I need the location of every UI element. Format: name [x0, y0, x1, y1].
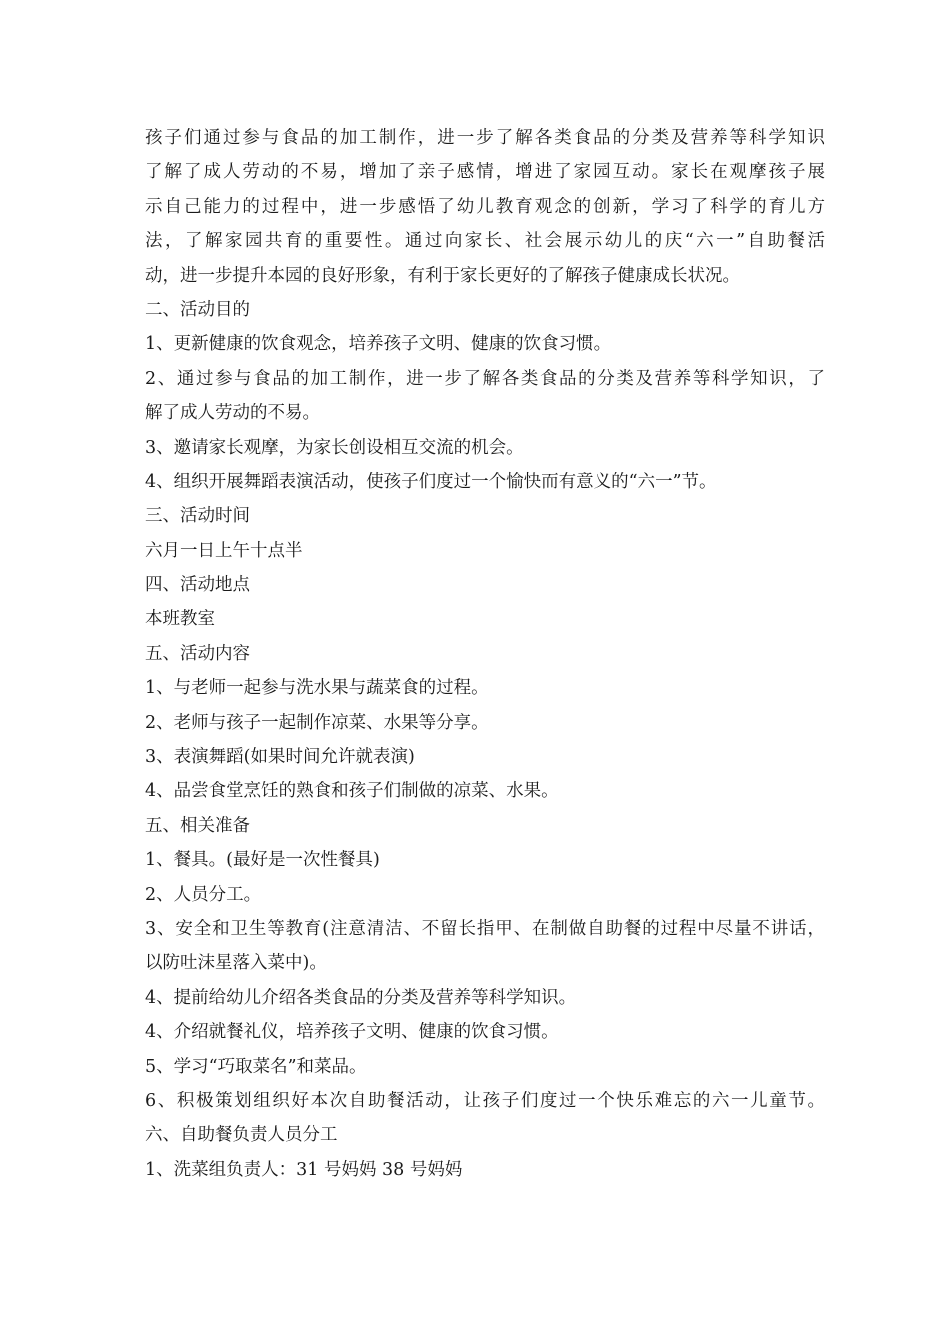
text-line: 2、通过参与食品的加工制作，进一步了解各类食品的分类及营养等科学知识，了: [145, 368, 825, 389]
text-line: 三、活动时间: [145, 506, 250, 527]
text-line: 1、与老师一起参与洗水果与蔬菜食的过程。: [145, 678, 489, 699]
text-line: 2、人员分工。: [145, 884, 262, 905]
text-line: 1、餐具。(最好是一次性餐具): [145, 850, 380, 871]
text-line: 6、积极策划组织好本次自助餐活动，让孩子们度过一个快乐难忘的六一儿童节。: [145, 1090, 825, 1111]
document-body: [145, 121, 825, 1187]
text-line: 六月一日上午十点半: [145, 540, 303, 561]
text-line: 动，进一步提升本园的良好形象，有利于家长更好的了解孩子健康成长状况。: [145, 265, 740, 286]
text-line: 1、更新健康的饮食观念，培养孩子文明、健康的饮食习惯。: [145, 334, 612, 355]
text-line: 法，了解家园共育的重要性。通过向家长、社会展示幼儿的庆“六一”自助餐活: [145, 231, 825, 252]
text-line: 了解了成人劳动的不易，增加了亲子感情，增进了家园互动。家长在观摩孩子展: [145, 162, 825, 183]
text-line: 本班教室: [145, 609, 215, 630]
text-line: 3、邀请家长观摩，为家长创设相互交流的机会。: [145, 437, 524, 458]
text-line: 五、活动内容: [145, 643, 250, 664]
text-line: 4、品尝食堂烹饪的熟食和孩子们制做的凉菜、水果。: [145, 781, 559, 802]
text-line: 孩子们通过参与食品的加工制作，进一步了解各类食品的分类及营养等科学知识: [145, 128, 825, 148]
text-line: 2、老师与孩子一起制作凉菜、水果等分享。: [145, 712, 489, 733]
text-line: 5、学习“巧取菜名”和菜品。: [145, 1056, 367, 1077]
text-line: 4、介绍就餐礼仪，培养孩子文明、健康的饮食习惯。: [145, 1022, 559, 1043]
text-line: 六、自助餐负责人员分工: [145, 1125, 338, 1146]
text-line: 五、相关准备: [145, 815, 250, 836]
text-line: 3、安全和卫生等教育(注意清洁、不留长指甲、在制做自助餐的过程中尽量不讲话，: [145, 918, 825, 939]
text-line: 1、洗菜组负责人：31 号妈妈 38 号妈妈: [145, 1159, 463, 1180]
text-line: 4、组织开展舞蹈表演活动，使孩子们度过一个愉快而有意义的“六一”节。: [145, 471, 717, 492]
text-line: 解了成人劳动的不易。: [145, 403, 320, 424]
text-line: 3、表演舞蹈(如果时间允许就表演): [145, 747, 415, 768]
text-line: 4、提前给幼儿介绍各类食品的分类及营养等科学知识。: [145, 987, 577, 1008]
text-line: 以防吐沫星落入菜中)。: [145, 953, 327, 974]
text-line: 二、活动目的: [145, 299, 250, 320]
text-line: 四、活动地点: [145, 575, 250, 596]
text-line: 示自己能力的过程中，进一步感悟了幼儿教育观念的创新，学习了科学的育儿方: [145, 196, 825, 217]
